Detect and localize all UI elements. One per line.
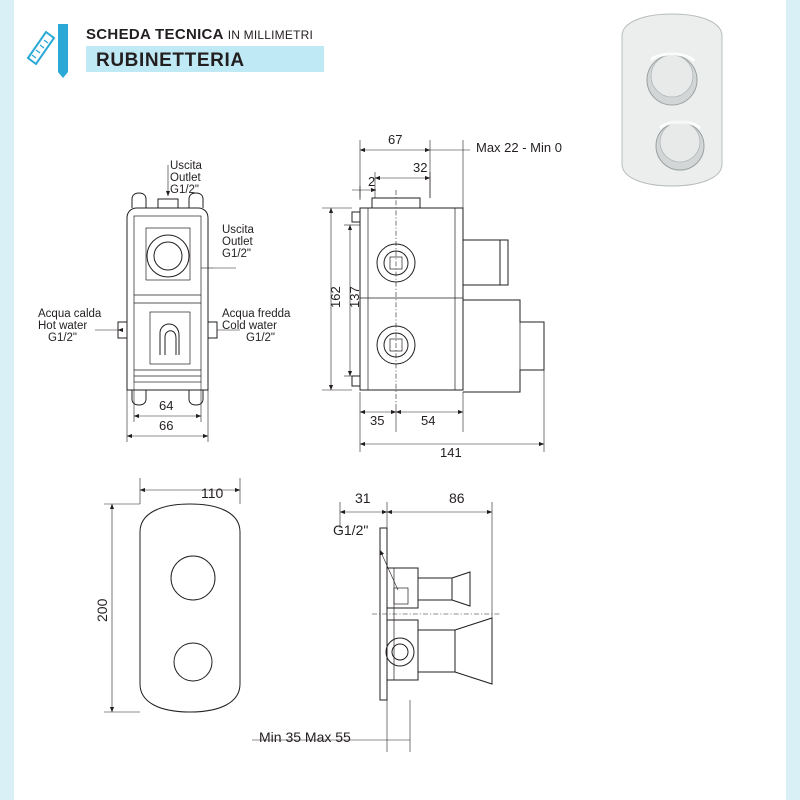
dim-side-32: 32: [413, 160, 428, 175]
right-edge-band: [786, 0, 800, 800]
label-cold-water-size: G1/2": [246, 332, 276, 344]
label-outlet-right-it: Uscita: [222, 224, 254, 236]
dim-plate-200: 200: [94, 598, 110, 622]
dim-side-137: 137: [347, 286, 362, 308]
dim-plateside-86: 86: [449, 490, 465, 506]
dim-plateside-31: 31: [355, 490, 371, 506]
label-outlet-right-size: G1/2": [222, 248, 252, 260]
label-outlet-top-size: G1/2": [170, 184, 200, 196]
sheet-header: [24, 14, 344, 84]
product-photo-geometry: [622, 14, 722, 186]
dim-front-66: 66: [159, 418, 174, 433]
sheet-title: [86, 26, 313, 43]
dim-plate-110: 110: [201, 485, 224, 501]
dim-side-35: 35: [370, 413, 385, 428]
label-plateside-g12: G1/2": [333, 522, 369, 538]
category-band-label: RUBINETTERIA: [96, 50, 245, 71]
dim-plateside-min35max55: Min 35 Max 55: [259, 729, 351, 745]
sheet-title-sub: IN MILLIMETRI: [227, 28, 314, 42]
dim-side-max22min0: Max 22 - Min 0: [476, 140, 562, 155]
label-hot-water-en: Hot water: [38, 320, 88, 332]
left-edge-band: [0, 0, 14, 800]
label-hot-water-size: G1/2": [48, 332, 78, 344]
dim-side-141: 141: [440, 445, 462, 460]
dim-side-54: 54: [421, 413, 436, 428]
label-cold-water-en: Cold water: [222, 320, 277, 332]
label-outlet-top-en: Outlet: [170, 172, 201, 184]
label-outlet-right-en: Outlet: [222, 236, 253, 248]
dim-side-162: 162: [328, 286, 343, 308]
sheet-title-main: SCHEDA TECNICA: [86, 26, 224, 43]
category-band: [86, 46, 324, 72]
dim-front-64: 64: [159, 398, 174, 413]
label-outlet-top-it: Uscita: [170, 160, 202, 172]
label-hot-water-it: Acqua calda: [38, 308, 102, 320]
plate-front-geometry: [104, 478, 240, 712]
dim-side-67: 67: [388, 132, 403, 147]
ruler-pencil-icon: [24, 22, 76, 78]
label-cold-water-it: Acqua fredda: [222, 308, 291, 320]
plate-side-geometry: [252, 502, 500, 752]
dim-side-2: 2: [368, 174, 376, 189]
